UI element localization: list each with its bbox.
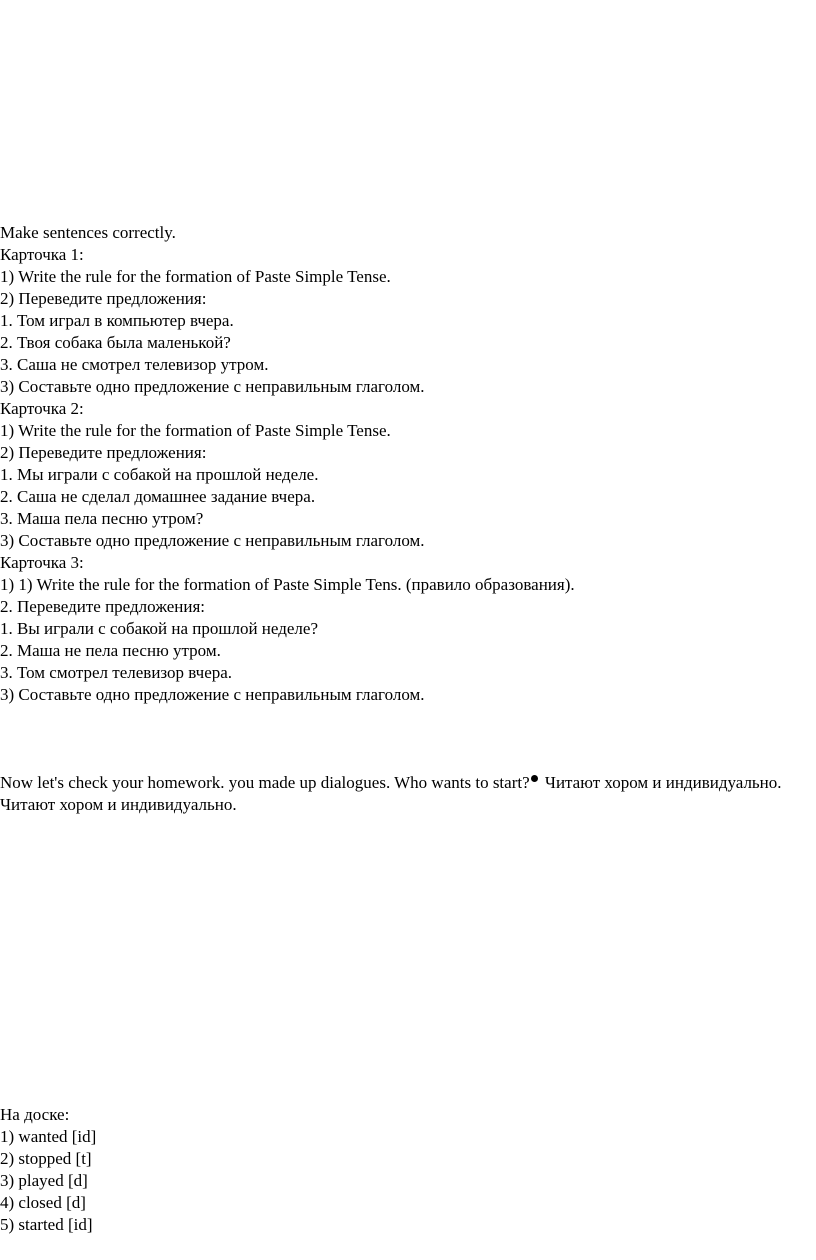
card-3-sentence-2: 2. Маша не пела песню утром. [0,641,221,660]
card-3 [0,552,810,706]
card-1-sentence-3: 3. Саша не смотрел телевизор утром. [0,355,269,374]
intro-line: Make sentences correctly. [0,223,176,242]
cards-section [0,222,810,706]
card-2-sentence-3: 3. Маша пела песню утром? [0,509,204,528]
card-2-title: Карточка 2: [0,399,84,418]
card-3-task-3: 3) Составьте одно предложение с неправильным глаголом. [0,685,425,704]
board-item-3: 3) played [d] [0,1171,88,1190]
homework-prompt-line [0,772,810,794]
card-1-sentence-2: 2. Твоя собака была маленькой? [0,333,231,352]
card-1-task-1: 1) Write the rule for the formation of Paste Simple Tense. [0,267,391,286]
card-2 [0,398,810,552]
card-2-task-2: 2) Переведите предложения: [0,443,207,462]
card-1-title: Карточка 1: [0,245,84,264]
board-title: На доске: [0,1105,70,1124]
card-1-task-2: 2) Переведите предложения: [0,289,207,308]
board-item-4: 4) closed [d] [0,1193,86,1212]
homework-bullet-text: Читают хором и индивидуально. [540,773,782,792]
card-3-task-1: 1) 1) Write the rule for the formation of Paste Simple Tens. (правило образования). [0,575,575,594]
card-2-sentence-1: 1. Мы играли с собакой на прошлой неделе. [0,465,319,484]
card-3-title: Карточка 3: [0,553,84,572]
board-item-5: 5) started [id] [0,1215,93,1234]
card-3-task-2: 2. Переведите предложения: [0,597,206,616]
board-section [0,1104,810,1236]
homework-prompt: Now let's check your homework. you made up dialogues. Who wants to start? [0,773,530,792]
bullet-icon [531,775,538,782]
card-1 [0,244,810,398]
card-2-task-3: 3) Составьте одно предложение с неправильным глаголом. [0,531,425,550]
card-2-sentence-2: 2. Саша не сделал домашнее задание вчера. [0,487,316,506]
card-3-sentence-3: 3. Том смотрел телевизор вчера. [0,663,233,682]
homework-repeat: Читают хором и индивидуально. [0,795,237,814]
card-1-task-3: 3) Составьте одно предложение с неправильным глаголом. [0,377,425,396]
card-1-sentence-1: 1. Том играл в компьютер вчера. [0,311,234,330]
card-2-task-1: 1) Write the rule for the formation of Paste Simple Tense. [0,421,391,440]
card-3-sentence-1: 1. Вы играли с собакой на прошлой неделе? [0,619,318,638]
homework-section [0,772,810,816]
board-item-1: 1) wanted [id] [0,1127,97,1146]
board-item-2: 2) stopped [t] [0,1149,92,1168]
